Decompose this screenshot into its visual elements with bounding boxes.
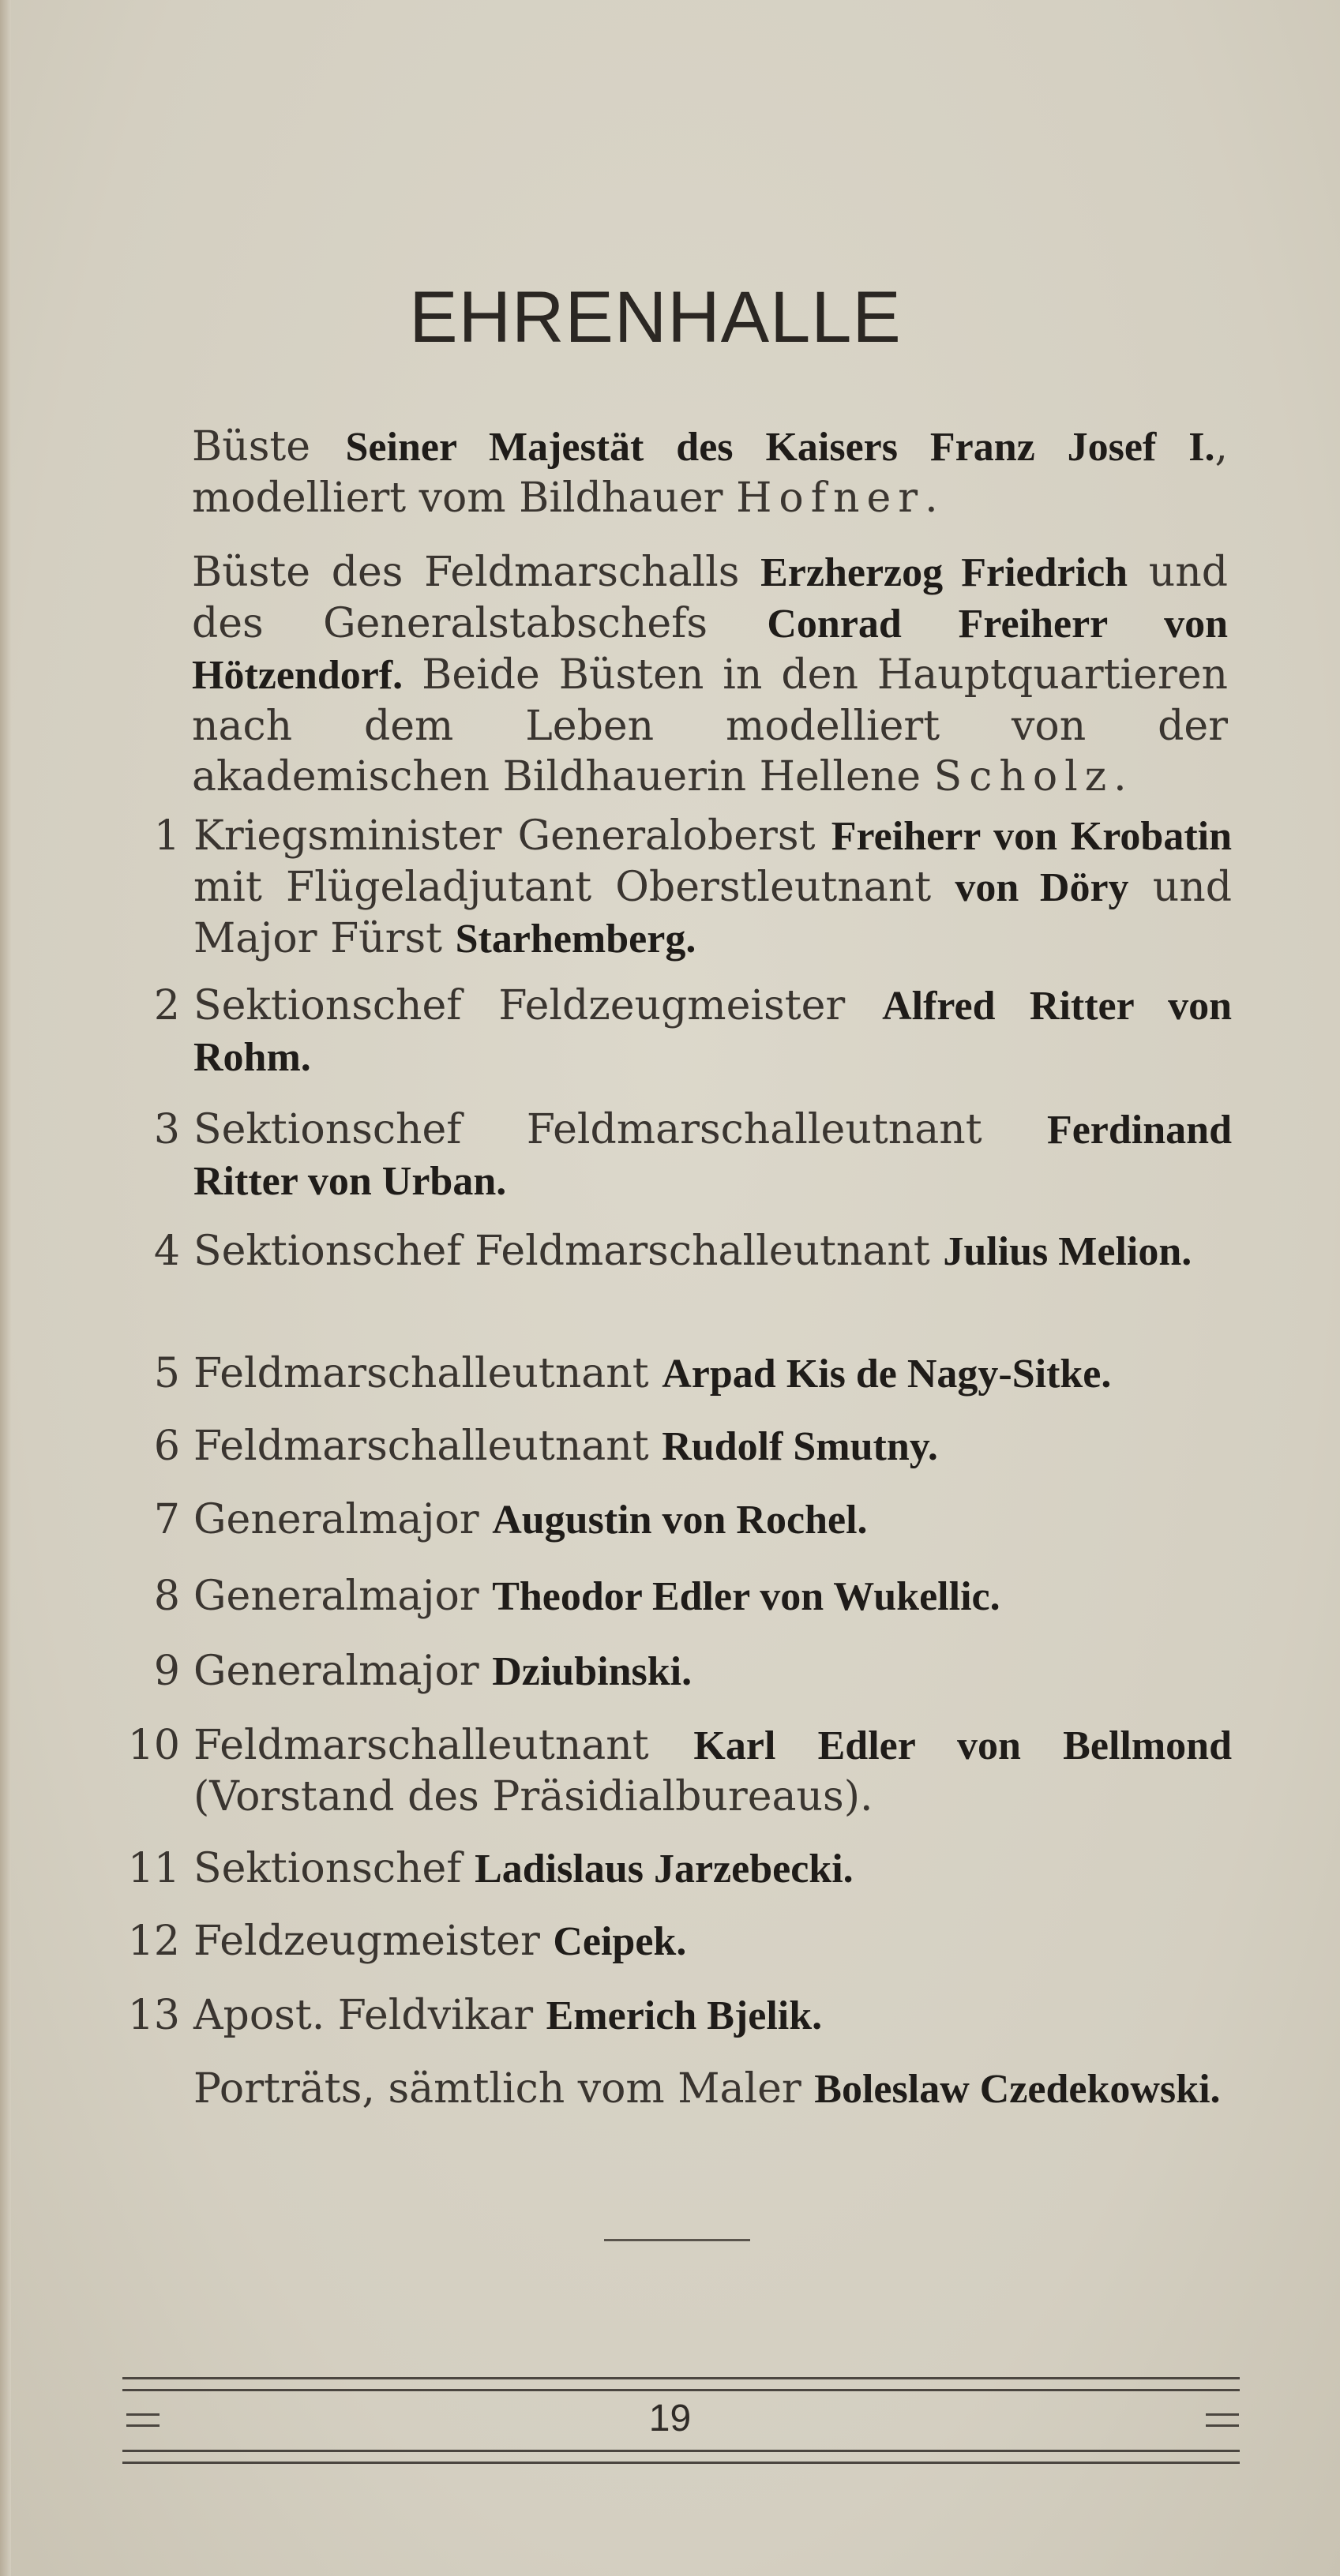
page-number: 19 <box>648 2398 692 2439</box>
item-text <box>193 1990 1232 2042</box>
footer-rule-top <box>122 2377 1240 2391</box>
item-text <box>193 1571 1232 1622</box>
item-person: Dziubinski. <box>492 1649 693 1694</box>
item-person: Ceipek. <box>553 1919 687 1964</box>
item-text <box>193 811 1232 965</box>
closing-text <box>193 2064 1232 2115</box>
footer-rule-bottom <box>122 2450 1240 2464</box>
item-person: Ladislaus Jarzebecki. <box>475 1847 854 1892</box>
item-rank: Feldmarschalleutnant <box>193 1722 694 1769</box>
item-text <box>193 1421 1232 1472</box>
intro-text: Büste des Feldmarschalls <box>192 549 761 596</box>
item-person: Ferdinand Ritter von Urban. <box>193 1108 1232 1204</box>
closing-intro: Porträts, sämtlich vom Maler <box>193 2065 815 2113</box>
item-number: 11 <box>127 1845 180 1892</box>
sculptor-name: Hofner <box>736 474 925 522</box>
item-person: von Döry <box>955 865 1129 910</box>
item-text <box>193 1916 1232 1967</box>
footer-dash-right <box>1206 2413 1239 2427</box>
item-rank: Sektionschef Feldmarschalleutnant <box>193 1228 944 1275</box>
item-text <box>193 981 1232 1083</box>
item-number: 9 <box>153 1648 180 1695</box>
item-text <box>193 1494 1232 1546</box>
item-rank: Generalmajor <box>193 1496 493 1543</box>
item-rank: Generalmajor <box>193 1573 493 1620</box>
item-rank: Feldmarschalleutnant <box>193 1423 662 1470</box>
intro-text: , modelliert vom Bildhauer <box>192 423 1228 522</box>
item-rank: Apost. Feldvikar <box>193 1992 546 2039</box>
item-number: 8 <box>153 1573 180 1620</box>
intro-paragraph-marshals <box>192 547 1228 802</box>
bust-subject: Conrad Freiherr von Hötzendorf. <box>192 602 1229 698</box>
item-person: Freiherr von Krobatin <box>831 814 1232 859</box>
item-number: 7 <box>153 1496 180 1543</box>
item-person: Alfred Ritter von Rohm. <box>193 984 1232 1080</box>
item-rank: Feldzeugmeister <box>193 1918 554 1965</box>
intro-paragraph-emperor <box>192 422 1228 523</box>
item-number: 5 <box>153 1350 180 1397</box>
item-text <box>193 1104 1232 1207</box>
item-rank: und Major Fürst <box>193 864 1232 962</box>
item-person: Julius Melion. <box>943 1229 1192 1274</box>
bust-subject: Erzherzog Friedrich <box>760 550 1128 595</box>
item-person: Arpad Kis de Nagy-Sitke. <box>662 1352 1112 1397</box>
intro-text: und des Generalstabschefs <box>192 549 1228 647</box>
item-rank: Sektionschef Feldmarschalleutnant <box>193 1106 1047 1153</box>
item-person: Theodor Edler von Wukellic. <box>492 1574 1000 1619</box>
item-rank: mit Flügeladjutant Oberstleutnant <box>193 864 955 911</box>
item-person: Starhemberg. <box>455 917 696 962</box>
item-number: 2 <box>153 982 180 1029</box>
item-rank: Sektionschef Feldzeugmeister <box>193 982 883 1029</box>
bust-subject: Seiner Majestät des Kaisers Franz Josef I. <box>345 425 1215 470</box>
item-text <box>193 1348 1232 1400</box>
section-divider <box>604 2239 750 2241</box>
item-person: Augustin von Rochel. <box>492 1498 868 1543</box>
item-text <box>193 1226 1232 1277</box>
painter-name: Boleslaw Czedekowski. <box>814 2067 1221 2112</box>
intro-text: . <box>1113 753 1127 801</box>
item-person: Rudolf Smutny. <box>662 1424 938 1469</box>
item-rank: Feldmarschalleutnant <box>193 1350 662 1397</box>
page-title: EHRENHALLE <box>409 277 902 358</box>
page-edge <box>0 0 11 2576</box>
item-person: Emerich Bjelik. <box>546 1993 823 2038</box>
item-number: 12 <box>127 1918 180 1965</box>
item-number: 13 <box>127 1992 180 2039</box>
item-text <box>193 1843 1232 1895</box>
item-number: 6 <box>153 1423 180 1470</box>
item-number: 3 <box>153 1106 180 1153</box>
item-rank: Kriegsminister Generaloberst <box>193 812 831 860</box>
item-rank: Sektionschef <box>193 1845 475 1892</box>
item-note: (Vorstand des Präsidialbureaus). <box>193 1773 873 1820</box>
item-number: 4 <box>153 1228 180 1275</box>
item-person: Karl Edler von Bellmond <box>693 1723 1232 1768</box>
intro-text: Beide Büsten in den Hauptquartieren nach dem Leben modelliert von der akademischen Bildhauerin Hellene <box>192 651 1228 801</box>
item-number: 1 <box>153 812 180 860</box>
item-text <box>193 1646 1232 1697</box>
sculptor-name: Scholz <box>933 753 1114 801</box>
intro-text: . <box>925 474 938 522</box>
item-number: 10 <box>127 1722 180 1769</box>
intro-text: Büste <box>192 423 346 471</box>
item-rank: Generalmajor <box>193 1648 493 1695</box>
item-text <box>193 1720 1232 1822</box>
